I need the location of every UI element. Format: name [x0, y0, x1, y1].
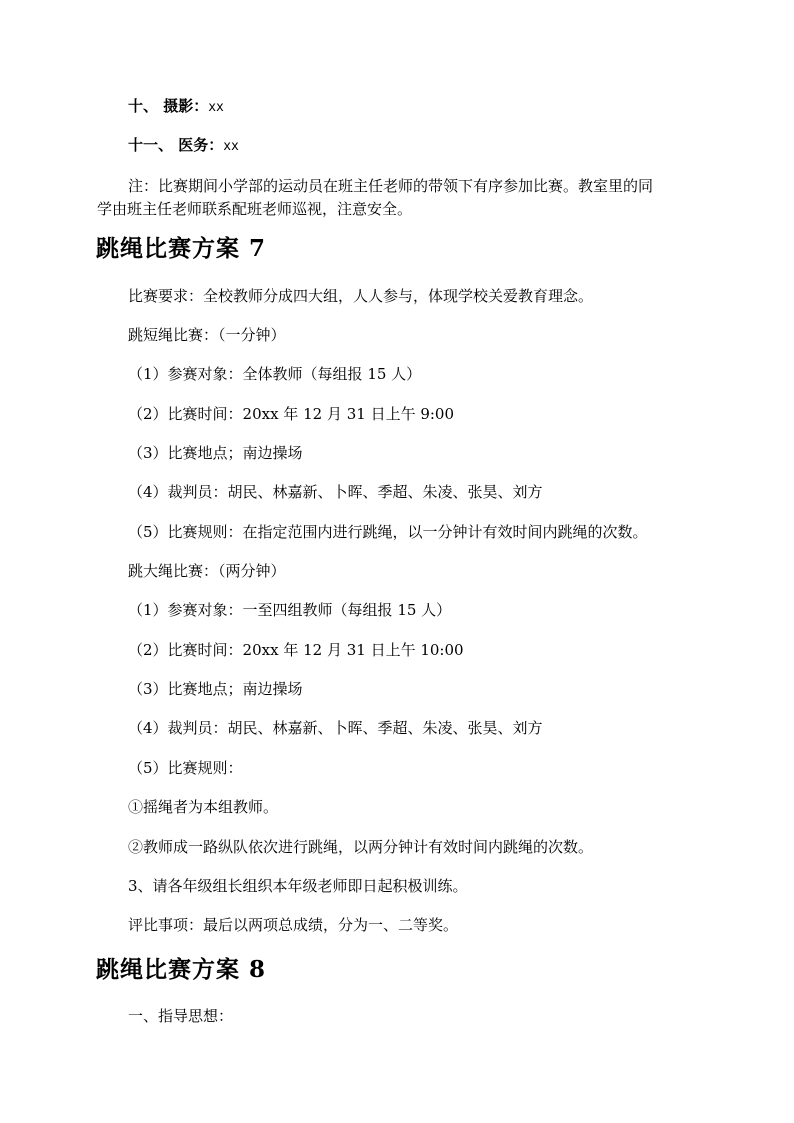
- medical-label: 十一、 医务：: [128, 136, 224, 154]
- short-rope-title: 跳短绳比赛：（一分钟）: [128, 326, 286, 344]
- long-rope-item: （2）比赛时间：20xx 年 12 月 31 日上午 10:00: [128, 641, 464, 659]
- short-rope-item: （4）裁判员：胡民、林嘉新、卜晖、季超、朱凌、张昊、刘方: [128, 483, 543, 501]
- short-rope-item: （2）比赛时间：20xx 年 12 月 31 日上午 9:00: [128, 405, 455, 423]
- note-line-1: 注：比赛期间小学部的运动员在班主任老师的带领下有序参加比赛。教室里的同: [128, 177, 654, 195]
- note-line-2: 学由班主任老师联系配班老师巡视，注意安全。: [97, 200, 413, 218]
- rule-item: ②教师成一路纵队依次进行跳绳，以两分钟计有效时间内跳绳的次数。: [128, 838, 594, 856]
- section-8-title: 跳绳比赛方案 8: [96, 956, 267, 983]
- medical-item: [128, 135, 239, 157]
- long-rope-title: 跳大绳比赛：（两分钟）: [128, 562, 286, 580]
- section-7-title: 跳绳比赛方案 7: [96, 235, 267, 262]
- medical-value: xx: [223, 139, 239, 154]
- photo-label: 十、 摄影：: [128, 97, 209, 115]
- long-rope-item: （1）参赛对象：一至四组教师（每组报 15 人）: [128, 601, 452, 619]
- long-rope-item: （4）裁判员：胡民、林嘉新、卜晖、季超、朱凌、张昊、刘方: [128, 719, 543, 737]
- short-rope-item: （5）比赛规则：在指定范围内进行跳绳，以一分钟计有效时间内跳绳的次数。: [128, 523, 648, 541]
- long-rope-item: （3）比赛地点；南边操场: [128, 680, 303, 698]
- photo-item: [128, 96, 224, 118]
- section-7-requirement: 比赛要求：全校教师分成四大组，人人参与，体现学校关爱教育理念。: [128, 287, 594, 305]
- photo-value: xx: [208, 100, 224, 115]
- rule-item: ①摇绳者为本组教师。: [128, 798, 279, 816]
- section-8-item-1: 一、指导思想：: [128, 1007, 234, 1025]
- short-rope-item: （3）比赛地点；南边操场: [128, 444, 303, 462]
- training-note: 3、请各年级组长组织本年级老师即日起积极训练。: [128, 877, 468, 895]
- short-rope-item: （1）参赛对象：全体教师（每组报 15 人）: [128, 365, 422, 383]
- long-rope-item: （5）比赛规则：: [128, 759, 243, 777]
- evaluation-note: 评比事项：最后以两项总成绩，分为一、二等奖。: [128, 916, 459, 934]
